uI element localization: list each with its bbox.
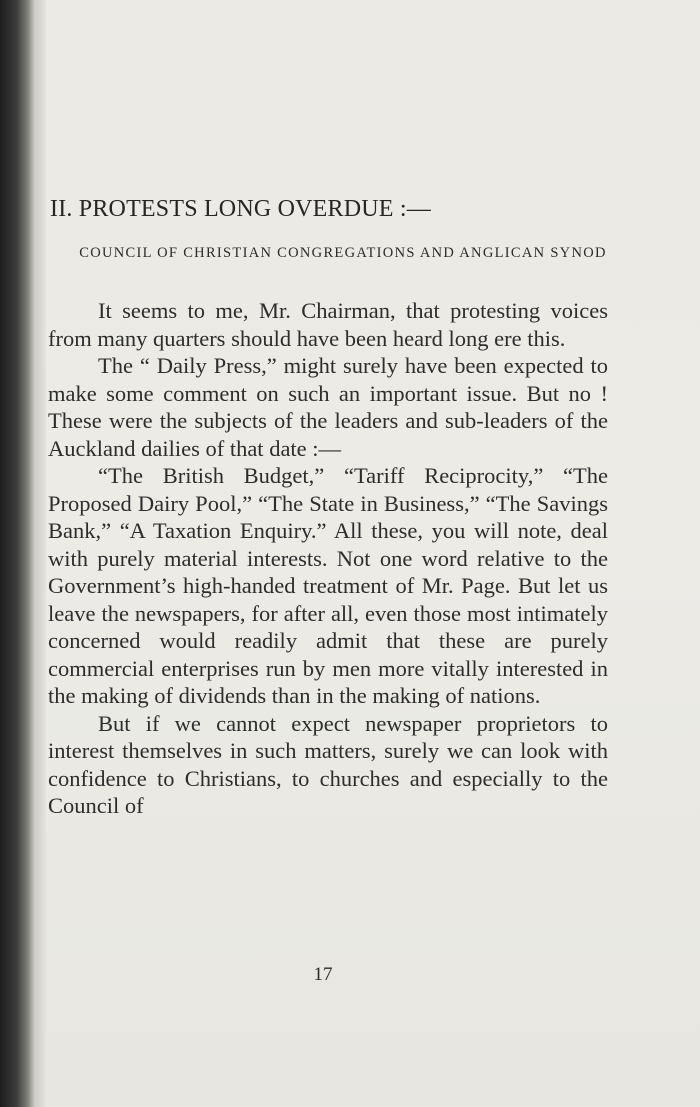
paragraph: “The British Budget,” “Tariff Reciprocity,” “The Proposed Dairy Pool,” “The State in Business,” “The Savings Bank,” “A Taxation Enquiry.” All these, you will note, deal with purely material interests. Not one word relative to the Government’s high-handed treatment of Mr. Page. But let us leave the newspapers, for after all, even those most intimately concerned would readily admit that these are purely commercial enterprises run by men more vitally interested in the making of dividends than in the making of nations. [48,463,608,708]
paragraph: The “ Daily Press,” might surely have been expected to make some comment on such an important issue. But no ! These were the subjects of the leaders and sub-leaders of the Auckland dailies of that date :— [48,353,608,461]
body-text [48,297,608,820]
book-spine-shadow [0,0,36,1107]
section-subheading: COUNCIL OF CHRISTIAN CONGREGATIONS AND ANGLICAN SYNOD [79,245,607,261]
page-number: 17 [313,964,333,985]
paragraph: But if we cannot expect newspaper proprietors to interest themselves in such matters, surely we can look with confidence to Christians, to churches and especially to the Council of [48,710,608,818]
book-page [46,0,700,1107]
section-heading: II. PROTESTS LONG OVERDUE :— [50,196,431,222]
page-edge [36,0,46,1107]
paragraph: It seems to me, Mr. Chairman, that protesting voices from many quarters should have been heard long ere this. [48,298,608,351]
